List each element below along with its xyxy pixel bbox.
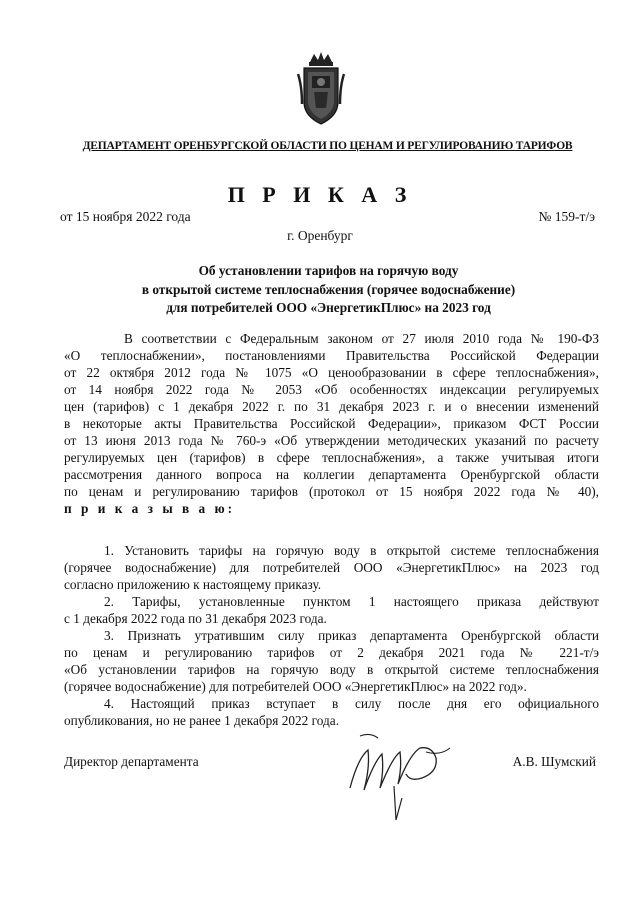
preamble-line: В соответствии с Федеральным законом от 27 июля 2010 года № 190-ФЗ — [124, 331, 599, 346]
preamble — [64, 330, 599, 517]
department-name: ДЕПАРТАМЕНТ ОРЕНБУРГСКОЙ ОБЛАСТИ ПО ЦЕНАМ И РЕГУЛИРОВАНИЮ ТАРИФОВ — [82, 140, 573, 152]
preamble-line: по ценам и регулированию тарифов (протокол от 15 ноября 2022 года № 40), — [64, 484, 599, 499]
preamble-line: от 14 ноября 2022 года № 2053 «Об особенностях индексации регулируемых — [64, 382, 599, 397]
item-3-line: (горячее водоснабжение) для потребителей ООО «ЭнергетикПлюс» на 2022 год». — [64, 679, 527, 694]
order-date: от 15 ноября 2022 года — [60, 209, 191, 224]
item-1-line: согласно приложению к настоящему приказу. — [64, 577, 322, 592]
coat-of-arms-emblem — [296, 52, 346, 126]
preamble-line: от 13 июня 2013 года № 760-э «Об утверждении методических указаний по расчету — [64, 433, 599, 448]
document-title: П Р И К А З — [227, 182, 413, 207]
preamble-line: от 22 октября 2012 года № 1075 «О ценообразовании в сфере теплоснабжения», — [64, 365, 599, 380]
subject-line: Об установлении тарифов на горячую воду — [198, 263, 459, 278]
subject-line: для потребителей ООО «ЭнергетикПлюс» на 2023 год — [166, 300, 491, 315]
order-city: г. Оренбург — [287, 228, 353, 243]
item-3-line: 3. Признать утратившим силу приказ департамента Оренбургской области — [104, 628, 599, 643]
preamble-line: «О теплоснабжении», постановлениями Правительства Российской Федерации — [64, 348, 599, 363]
item-3-line: «Об установлении тарифов на горячую воду в открытой системе теплоснабжения — [64, 662, 599, 677]
item-2-line: 2. Тарифы, установленные пунктом 1 настоящего приказа действуют — [104, 594, 599, 609]
order-word: п р и к а з ы в а ю: — [64, 501, 236, 516]
item-3-line: по ценам и регулированию тарифов от 2 декабря 2021 года № 221-т/э — [64, 645, 599, 660]
preamble-line: цен (тарифов) с 1 декабря 2022 г. по 31 декабря 2023 г. и о внесении изменений — [64, 399, 599, 414]
item-1-line: 1. Установить тарифы на горячую воду в открытой системе теплоснабжения — [104, 543, 599, 558]
preamble-line: в некоторые акты Правительства Российской Федерации», приказом ФСТ России — [64, 416, 599, 431]
item-1-line: (горячее водоснабжение) для потребителей ООО «ЭнергетикПлюс» на 2023 год — [64, 560, 599, 575]
subject-line: в открытой системе теплоснабжения (горячее водоснабжение) — [141, 281, 516, 297]
signatory-name: А.В. Шумский — [512, 754, 596, 769]
handwritten-signature — [340, 728, 458, 824]
item-2-line: с 1 декабря 2022 года по 31 декабря 2023 года. — [64, 611, 327, 626]
preamble-line: рассмотрения данного вопроса на коллегии департамента Оренбургской области — [64, 467, 599, 482]
item-4-line: 4. Настоящий приказ вступает в силу после дня его официального — [104, 696, 599, 711]
order-number: № 159-т/э — [538, 209, 595, 224]
item-4-line: опубликования, но не ранее 1 декабря 2022 года. — [64, 713, 340, 728]
signatory-position: Директор департамента — [64, 754, 199, 769]
preamble-line: регулируемых цен (тарифов) в сфере теплоснабжения», а также учитывая итоги — [64, 450, 599, 465]
order-items — [64, 542, 599, 729]
order-subject — [60, 262, 597, 318]
